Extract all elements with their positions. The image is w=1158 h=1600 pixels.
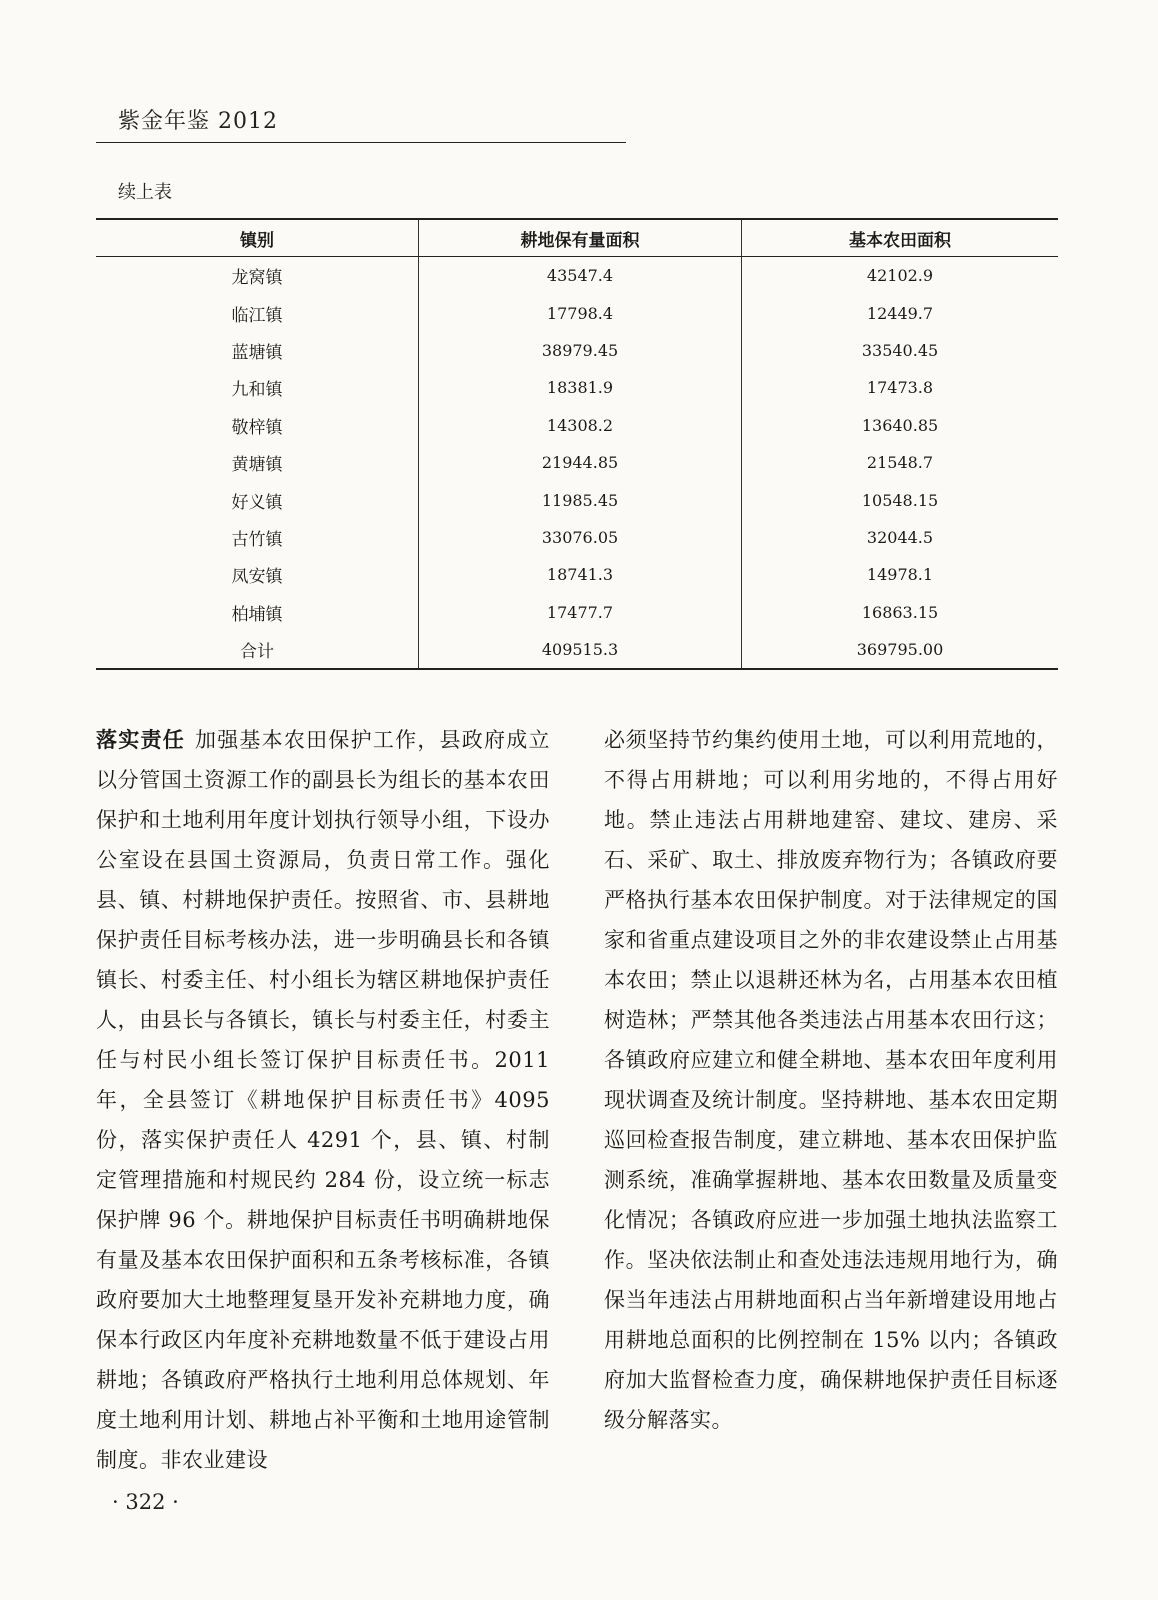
cell-cultivated: 17477.7 [419,594,742,631]
cell-cultivated: 33076.05 [419,519,742,556]
cell-cultivated: 18741.3 [419,556,742,593]
cell-town: 龙窝镇 [231,268,283,289]
cell-cultivated: 21944.85 [419,444,742,481]
cell-town: 好义镇 [231,492,283,513]
cell-total-label: 合计 [96,631,419,669]
article-right-column [604,720,1058,1440]
cell-basic: 17473.8 [742,369,1059,406]
column-header-basic: 基本农田面积 [742,219,1059,257]
cell-town: 凤安镇 [231,567,283,588]
section-run-in-heading: 落实责任 [96,727,185,752]
column-header-cultivated: 耕地保有量面积 [419,219,742,257]
cell-total-cultivated: 409515.3 [419,631,742,669]
cell-basic: 10548.15 [742,481,1059,518]
table-header-row [96,219,1058,257]
table-caption: 续上表 [118,182,172,203]
cell-town: 黄塘镇 [231,455,283,476]
cell-town: 古竹镇 [231,529,283,550]
table-row [96,444,1058,481]
table-row [96,257,1058,295]
cell-cultivated: 18381.9 [419,369,742,406]
table-row [96,594,1058,631]
table-row [96,481,1058,518]
article-body [96,720,1058,1490]
cell-basic: 42102.9 [742,257,1059,295]
cell-basic: 33540.45 [742,332,1059,369]
cell-town: 蓝塘镇 [231,342,283,363]
cell-total-basic: 369795.00 [742,631,1059,669]
table-row [96,332,1058,369]
table-row [96,407,1058,444]
cell-basic: 21548.7 [742,444,1059,481]
cell-cultivated: 17798.4 [419,294,742,331]
cell-basic: 13640.85 [742,407,1059,444]
table-row [96,294,1058,331]
left-column-text: 加强基本农田保护工作，县政府成立以分管国土资源工作的副县长为组长的基本农田保护和土地利用年度计划执行领导小组，下设办公室设在县国土资源局，负责日常工作。强化县、镇、村耕地保护责任。按照省、市、县耕地保护责任目标考核办法，进一步明确县长和各镇镇长、村委主任、村小组长为辖区耕地保护责任人，由县长与各镇长，镇长与村委主任，村委主任与村民小组长签订保护目标责任书。2011 年，全县签订《耕地保护目标责任书》4095 份，落实保护责任人 4291 个，县、镇、村制定管理措施和村规民约 284 份，设立统一标志保护牌 96 个。耕地保护目标责任书明确耕地保有量及基本农田保护面积和五条考核标准，各镇政府要加大土地整理复垦开发补充耕地力度，确保本行政区内年度补充耕地数量不低于建设占用耕地；各镇政府严格执行土地利用总体规划、年度土地利用计划、耕地占补平衡和土地用途管制制度。非农业建设 [96,728,551,1472]
column-header-town: 镇别 [96,219,419,257]
cell-basic: 12449.7 [742,294,1059,331]
cell-town: 敬梓镇 [231,417,283,438]
cell-town: 柏埔镇 [231,604,283,625]
table-row [96,519,1058,556]
right-column-text: 必须坚持节约集约使用土地，可以利用荒地的，不得占用耕地；可以利用劣地的，不得占用好地。禁止违法占用耕地建窑、建坟、建房、采石、采矿、取土、排放废弃物行为；各镇政府要严格执行基本农田保护制度。对于法律规定的国家和省重点建设项目之外的非农建设禁止占用基本农田；禁止以退耕还林为名，占用基本农田植树造林；严禁其他各类违法占用基本农田行这；各镇政府应建立和健全耕地、基本农田年度利用现状调查及统计制度。坚持耕地、基本农田定期巡回检查报告制度，建立耕地、基本农田保护监测系统，准确掌握耕地、基本农田数量及质量变化情况；各镇政府应进一步加强土地执法监察工作。坚决依法制止和查处违法违规用地行为，确保当年违法占用耕地面积占当年新增建设用地占用耕地总面积的比例控制在 15% 以内；各镇政府加大监督检查力度，确保耕地保护责任目标逐级分解落实。 [604,728,1058,1432]
cell-cultivated: 43547.4 [419,257,742,295]
article-left-column [96,720,550,1480]
page-header-title: 紫金年鉴 2012 [118,109,278,134]
data-table [96,218,1058,670]
cell-basic: 14978.1 [742,556,1059,593]
table-row [96,556,1058,593]
cell-cultivated: 38979.45 [419,332,742,369]
cell-town: 九和镇 [231,380,283,401]
table-total-row [96,631,1058,669]
cell-basic: 32044.5 [742,519,1059,556]
header-rule [96,142,626,143]
table-row [96,369,1058,406]
cell-cultivated: 11985.45 [419,481,742,518]
cell-town: 临江镇 [231,305,283,326]
cell-cultivated: 14308.2 [419,407,742,444]
page-number: · 322 · [112,1490,179,1514]
cell-basic: 16863.15 [742,594,1059,631]
